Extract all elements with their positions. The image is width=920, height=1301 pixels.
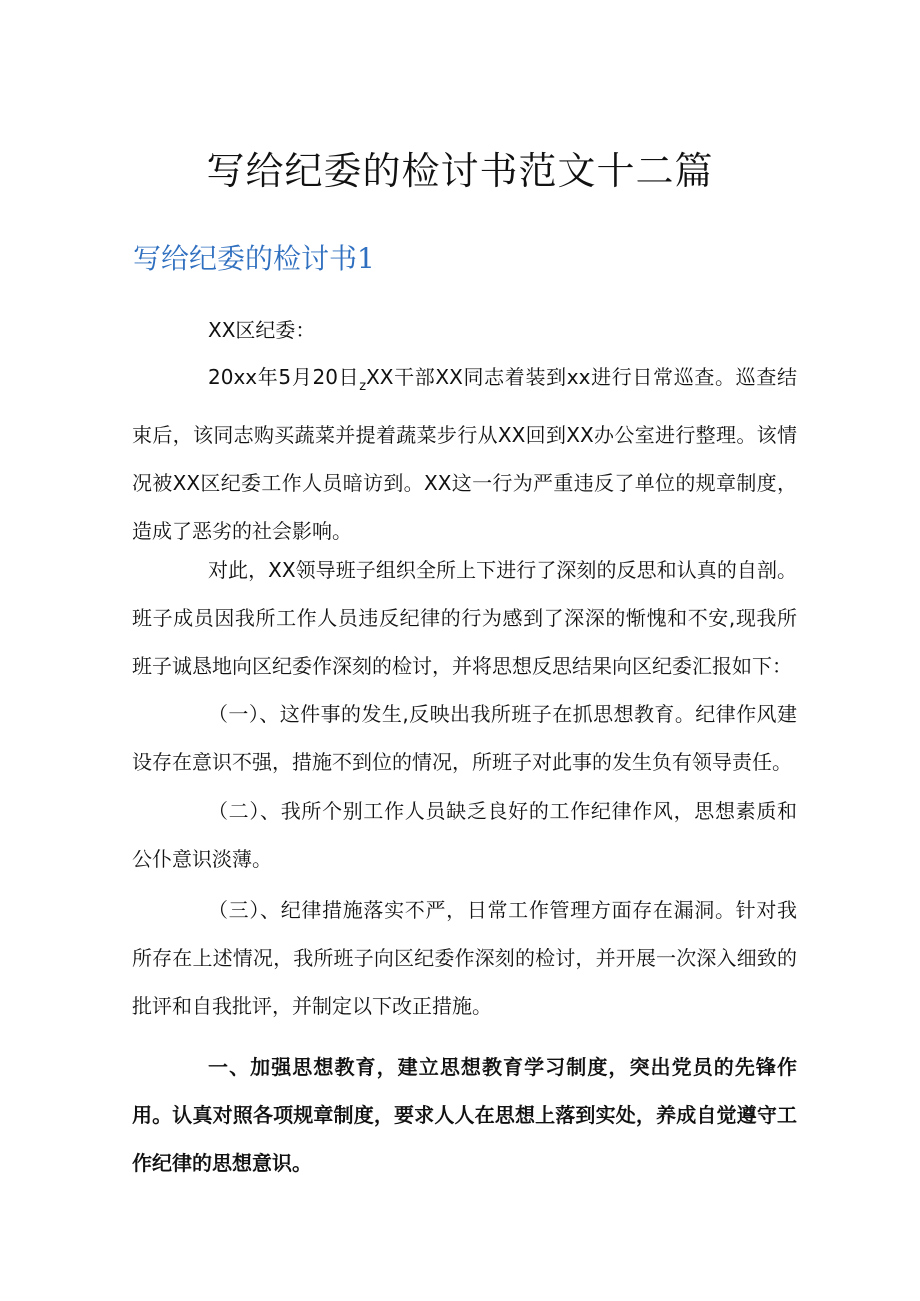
paragraph-point-three: （三）、纪律措施落实不严，日常工作管理方面存在漏洞。针对我所存在上述情况，我所班子向区纪委作深刻的检讨，并开展一次深入细致的批评和自我批评，并制定以下改正措施。 — [132, 898, 797, 1018]
incident-body-text: XX干部XX同志着装到xx进行日常巡查。巡查结束后，该同志购买蔬菜并提着蔬菜步行从XX回到XX办公室进行整理。该情况被XX区纪委工作人员暗访到。XX这一行为严重违反了单位的规章制度，造成了恶劣的社会影响。 — [132, 365, 797, 543]
stray-mark: z — [359, 379, 367, 394]
document-title: 写给纪委的检讨书范文十二篇 — [206, 149, 714, 193]
paragraph-reflection: 对此，XX领导班子组织全所上下进行了深刻的反思和认真的自剖。班子成员因我所工作人员违反纪律的行为感到了深深的惭愧和不安,现我所班子诚恳地向区纪委作深刻的检讨，并将思想反思结果向区纪委汇报如下： — [132, 558, 797, 678]
incident-date-text: 20xx年5月20日 — [208, 365, 360, 389]
paragraph-incident — [132, 353, 797, 555]
salutation: XX区纪委： — [208, 318, 316, 342]
section-heading: 写给纪委的检讨书1 — [133, 242, 375, 275]
paragraph-point-one: （一）、这件事的发生,反映出我所班子在抓思想教育。纪律作风建设存在意识不强，措施不到位的情况，所班子对此事的发生负有领导责任。 — [132, 702, 797, 774]
paragraph-measure-one: 一、加强思想教育，建立思想教育学习制度，突出党员的先锋作用。认真对照各项规章制度，要求人人在思想上落到实处，养成自觉遵守工作纪律的思想意识。 — [132, 1055, 797, 1175]
paragraph-point-two: （二）、我所个别工作人员缺乏良好的工作纪律作风，思想素质和公仆意识淡薄。 — [132, 799, 797, 871]
